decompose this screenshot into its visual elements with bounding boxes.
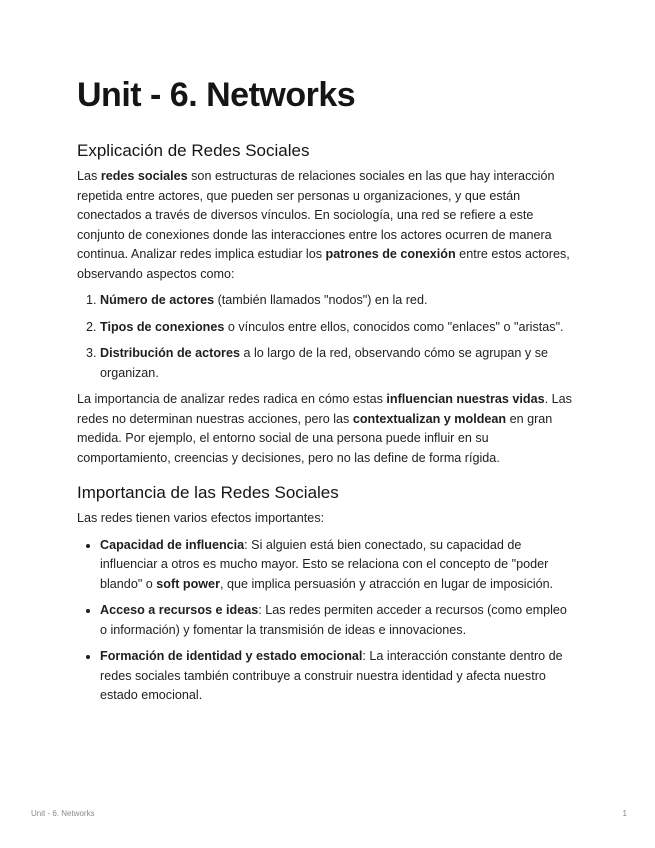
text-run: Las xyxy=(77,169,101,183)
importance-paragraph xyxy=(77,390,575,468)
list-item-bold: Distribución de actores xyxy=(100,346,240,360)
text-run: . Las redes no determinan nuestras acciones, pero las xyxy=(77,392,572,426)
bullet-text: : La interacción constante dentro de redes sociales también contribuye a construir nuestra identidad y afecta nuestro estado emocional. xyxy=(100,649,563,702)
text-run: La importancia de analizar redes radica en cómo estas xyxy=(77,392,387,406)
list-item xyxy=(100,318,575,338)
section2-intro: Las redes tienen varios efectos importantes: xyxy=(77,511,325,525)
bullet-item xyxy=(100,647,575,706)
bold-term: patrones de conexión xyxy=(325,247,456,261)
section-heading-importancia: Importancia de las Redes Sociales xyxy=(77,483,339,502)
text-run: entre estos actores, observando aspectos como: xyxy=(77,247,570,281)
list-item-text: a lo largo de la red, observando cómo se agrupan y se organizan. xyxy=(100,346,549,380)
list-item-bold: Tipos de conexiones xyxy=(100,319,225,334)
bold-term: influencian nuestras vidas xyxy=(386,392,545,406)
bullet-text: : Las redes permiten acceder a recursos (como empleo o información) y fomentar la transmisión de ideas e innovaciones. xyxy=(100,603,567,637)
footer-title: Unit - 6. Networks xyxy=(31,809,95,818)
bullet-bold: Acceso a recursos e ideas xyxy=(100,603,259,617)
footer-page-number: 1 xyxy=(622,809,627,818)
bullet-text: : Si alguien está bien conectado, su capacidad de influenciar a otros es mucho mayor. Esto se relaciona con el concepto de "poder blando" o xyxy=(100,537,549,591)
page-title: Unit - 6. Networks xyxy=(77,76,356,114)
intro-paragraph xyxy=(77,167,575,284)
list-item xyxy=(100,291,575,311)
bullet-bold: Formación de identidad y estado emocional xyxy=(100,649,363,663)
effects-list xyxy=(77,536,575,706)
bullet-text: , que implica persuasión y atracción en lugar de imposición. xyxy=(219,576,554,591)
bullet-item xyxy=(100,601,575,640)
bullet-bold: Capacidad de influencia xyxy=(100,537,245,552)
bullet-item xyxy=(100,536,575,595)
bullet-bold-inline: soft power xyxy=(156,576,220,591)
bold-term: contextualizan y moldean xyxy=(352,411,507,426)
list-item-text: (también llamados "nodos") en la red. xyxy=(214,293,428,307)
text-run: son estructuras de relaciones sociales en las que hay interacción repetida entre actores, que pueden ser personas u organizaciones, y que están conectados a través de diversos vínculos. En sociología, una red se refiere a este conjunto de conexiones donde las interacciones entre los actores ocurren de manera continua. Analizar redes implica estudiar los xyxy=(77,169,555,261)
document-content xyxy=(77,141,575,713)
section-heading-explicacion: Explicación de Redes Sociales xyxy=(77,141,310,160)
bold-term: redes sociales xyxy=(100,169,188,183)
list-item xyxy=(100,344,575,383)
list-item-text: o vínculos entre ellos, conocidos como "enlaces" o "aristas". xyxy=(224,319,564,334)
text-run: en gran medida. Por ejemplo, el entorno social de una persona puede influir en su comportamiento, creencias y decisiones, pero no las define de forma rígida. xyxy=(77,411,553,465)
aspects-list xyxy=(77,291,575,383)
list-item-bold: Número de actores xyxy=(100,293,215,307)
